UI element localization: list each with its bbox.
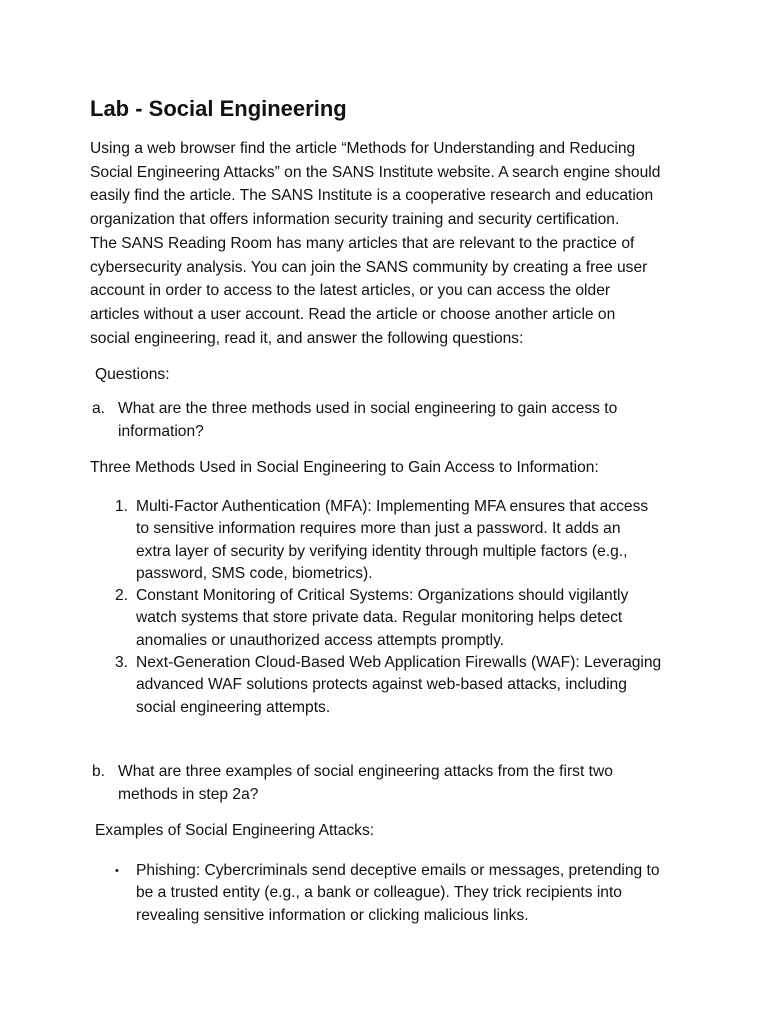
question-marker: b. [92, 763, 106, 780]
question-text [118, 760, 613, 806]
question-line: What are three examples of social engineering attacks from the first two [118, 763, 613, 780]
question-marker: a. [92, 400, 106, 417]
intro-line: articles without a user account. Read the article or choose another article on [90, 305, 616, 323]
intro-line: Using a web browser find the article “Methods for Understanding and Reducing [90, 140, 636, 157]
list-item-text [136, 496, 648, 585]
intro-line: easily find the article. The SANS Institute is a cooperative research and education [90, 187, 654, 205]
page-title: Lab - Social Engineering [90, 96, 347, 121]
bullet-line: Phishing: Cybercriminals send deceptive emails or messages, pretending to [136, 862, 660, 879]
list-line: watch systems that store private data. Regular monitoring helps detect [136, 609, 623, 627]
list-item-text [136, 585, 628, 652]
question-text [118, 397, 617, 443]
bullet-line: revealing sensitive information or clicking malicious links. [136, 906, 529, 924]
intro-paragraph [90, 137, 680, 350]
list-line: Constant Monitoring of Critical Systems: Organizations should vigilantly [136, 587, 629, 604]
question-line: What are the three methods used in social engineering to gain access to [118, 400, 618, 417]
question-line: methods in step 2a? [118, 786, 259, 803]
intro-line: account in order to access to the latest articles, or you can access the older [90, 282, 611, 300]
questions-heading: Questions: [95, 366, 170, 383]
list-line: extra layer of security by verifying identity through multiple factors (e.g., [136, 542, 628, 560]
intro-line: social engineering, read it, and answer the following questions: [90, 329, 524, 347]
list-line: advanced WAF solutions protects against web-based attacks, including [136, 676, 627, 694]
list-number: 3. [115, 654, 129, 671]
question-line: information? [118, 423, 204, 440]
list-item-text [136, 652, 661, 719]
intro-line: cybersecurity analysis. You can join the SANS community by creating a free user [90, 258, 648, 276]
list-number: 2. [115, 587, 129, 604]
intro-line: Social Engineering Attacks” on the SANS Institute website. A search engine should [90, 163, 661, 181]
intro-line: The SANS Reading Room has many articles that are relevant to the practice of [90, 234, 635, 252]
bullet-item-text [136, 860, 660, 927]
intro-line: organization that offers information security training and security certification. [90, 211, 620, 229]
list-line: social engineering attempts. [136, 698, 331, 716]
list-line: password, SMS code, biometrics). [136, 564, 373, 582]
list-number: 1. [115, 498, 129, 515]
answer-a-heading: Three Methods Used in Social Engineering to Gain Access to Information: [90, 459, 599, 476]
list-line: to sensitive information requires more than just a password. It adds an [136, 520, 621, 538]
list-line: Next-Generation Cloud-Based Web Application Firewalls (WAF): Leveraging [136, 654, 662, 671]
answer-b-heading: Examples of Social Engineering Attacks: [95, 822, 375, 839]
bullet-line: be a trusted entity (e.g., a bank or colleague). They trick recipients into [136, 884, 622, 902]
bullet-icon: • [115, 865, 119, 877]
list-line: anomalies or unauthorized access attempts promptly. [136, 631, 505, 649]
list-line: Multi-Factor Authentication (MFA): Implementing MFA ensures that access [136, 498, 649, 515]
